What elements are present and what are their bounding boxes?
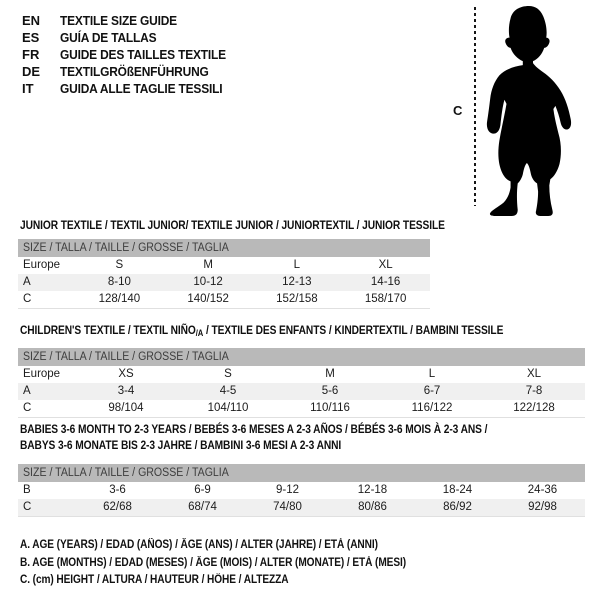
language-code: ES xyxy=(22,30,40,45)
legend-line-b: B. AGE (MONTHS) / EDAD (MESES) / ÂGE (MOIS) / ALTER (MONATE) / ETÀ (MESI) xyxy=(20,556,407,569)
language-row-it xyxy=(22,80,240,97)
row-label: Europe xyxy=(23,368,61,380)
table-row-europe xyxy=(18,366,585,383)
age-cell: 8-10 xyxy=(107,276,131,288)
size-cell: S xyxy=(224,368,232,380)
table-row-age xyxy=(18,383,585,400)
babies-title-line2: BABYS 3-6 MONATE BIS 2-3 JAHRE / BAMBINI 3-6 MESI A 2-3 ANNI xyxy=(20,438,342,452)
height-cell: 140/152 xyxy=(187,293,229,305)
age-cell: 7-8 xyxy=(525,385,543,397)
row-label: C xyxy=(23,293,32,305)
language-label: TEXTILGRÖßENFÜHRUNG xyxy=(60,64,209,79)
size-cell: L xyxy=(293,259,301,271)
language-title-list xyxy=(22,12,240,97)
row-label: B xyxy=(23,484,31,496)
children-title-post: / TEXTILE DES ENFANTS / KINDERTEXTIL / BAMBINI TESSILE xyxy=(203,323,504,337)
height-cell: 80/86 xyxy=(358,501,387,513)
months-cell: 18-24 xyxy=(442,484,473,496)
children-title-pre: CHILDREN'S TEXTILE / TEXTIL NIÑO xyxy=(20,323,196,337)
size-cell: XS xyxy=(118,368,134,380)
months-cell: 3-6 xyxy=(109,484,126,496)
months-cell: 12-18 xyxy=(357,484,388,496)
size-header-text: SIZE / TALLA / TAILLE / GRÖSSE / TAGLIA xyxy=(23,242,229,254)
size-cell: M xyxy=(203,259,213,271)
height-cell: 122/128 xyxy=(513,402,555,414)
size-header-text: SIZE / TALLA / TAILLE / GRÖSSE / TAGLIA xyxy=(23,467,229,479)
height-cell: 152/158 xyxy=(276,293,318,305)
height-cell: 92/98 xyxy=(528,501,557,513)
height-cell: 68/74 xyxy=(188,501,217,513)
language-label: GUIDA ALLE TAGLIE TESSILI xyxy=(60,81,223,96)
children-table-title xyxy=(20,322,503,341)
row-label: A xyxy=(23,276,31,288)
height-cell: 158/170 xyxy=(364,293,407,305)
children-size-table xyxy=(18,348,585,418)
months-cell: 24-36 xyxy=(527,484,558,496)
months-cell: 6-9 xyxy=(194,484,211,496)
row-label: C xyxy=(23,501,32,513)
babies-title-line1: BABIES 3-6 MONTH TO 2-3 YEARS / BEBÉS 3-6 MESES A 2-3 AÑOS / BÉBÉS 3-6 MOIS À 2-3 ANS / xyxy=(20,422,488,436)
measure-dashed-line xyxy=(474,7,476,206)
language-row-de xyxy=(22,63,240,80)
height-cell: 98/104 xyxy=(108,402,144,414)
months-cell: 9-12 xyxy=(275,484,300,496)
age-cell: 12-13 xyxy=(282,276,312,288)
age-cell: 5-6 xyxy=(321,385,339,397)
size-header-band xyxy=(18,464,585,482)
size-header-band xyxy=(18,239,430,257)
age-cell: 10-12 xyxy=(193,276,223,288)
language-code: IT xyxy=(22,81,34,96)
language-label: GUÍA DE TALLAS xyxy=(60,30,157,45)
language-code: DE xyxy=(22,64,41,79)
height-cell: 116/122 xyxy=(411,402,453,414)
age-cell: 6-7 xyxy=(423,385,441,397)
height-cell: 128/140 xyxy=(98,293,141,305)
age-cell: 3-4 xyxy=(117,385,135,397)
row-label: Europe xyxy=(23,259,61,271)
table-row-height xyxy=(18,400,585,417)
size-cell: XL xyxy=(378,259,393,271)
size-header-text: SIZE / TALLA / TAILLE / GRÖSSE / TAGLIA xyxy=(23,351,229,363)
height-cell: 104/110 xyxy=(207,402,249,414)
junior-table-title: JUNIOR TEXTILE / TEXTIL JUNIOR/ TEXTILE JUNIOR / JUNIORTEXTIL / JUNIOR TESSILE xyxy=(20,218,445,232)
table-row-months xyxy=(18,482,585,499)
junior-size-table xyxy=(18,239,430,309)
size-header-band xyxy=(18,348,585,366)
babies-size-table xyxy=(18,464,585,517)
height-cell: 74/80 xyxy=(273,501,302,513)
legend-line-c: C. (cm) HEIGHT / ALTURA / HAUTEUR / HÖHE / ALTEZZA xyxy=(20,574,289,586)
language-code: FR xyxy=(22,47,40,62)
legend-line-a: A. AGE (YEARS) / EDAD (AÑOS) / ÂGE (ANS) / ALTER (JAHRE) / ETÀ (ANNI) xyxy=(20,539,378,551)
row-label: A xyxy=(23,385,31,397)
language-code: EN xyxy=(22,13,41,28)
size-cell: L xyxy=(428,368,436,380)
language-label: TEXTILE SIZE GUIDE xyxy=(60,13,177,28)
height-cell: 86/92 xyxy=(443,501,472,513)
table-row-age xyxy=(18,274,430,291)
age-cell: 4-5 xyxy=(219,385,237,397)
size-cell: S xyxy=(115,259,124,271)
language-row-en xyxy=(22,12,240,29)
height-c-label: C xyxy=(453,103,463,118)
children-title-sub: /A xyxy=(195,328,204,338)
language-row-fr xyxy=(22,46,240,63)
height-measure-figure xyxy=(448,4,588,216)
baby-silhouette xyxy=(484,4,582,216)
size-cell: XL xyxy=(526,368,542,380)
table-row-europe xyxy=(18,257,430,274)
row-label: C xyxy=(23,402,32,414)
language-label: GUIDE DES TAILLES TEXTILE xyxy=(60,47,226,62)
babies-table-title xyxy=(20,421,487,453)
height-cell: 110/116 xyxy=(310,402,350,414)
size-cell: M xyxy=(325,368,335,380)
table-row-height xyxy=(18,291,430,308)
height-cell: 62/68 xyxy=(103,501,132,513)
measurement-legend xyxy=(20,537,459,590)
age-cell: 14-16 xyxy=(370,276,401,288)
language-row-es xyxy=(22,29,240,46)
table-row-height xyxy=(18,499,585,516)
